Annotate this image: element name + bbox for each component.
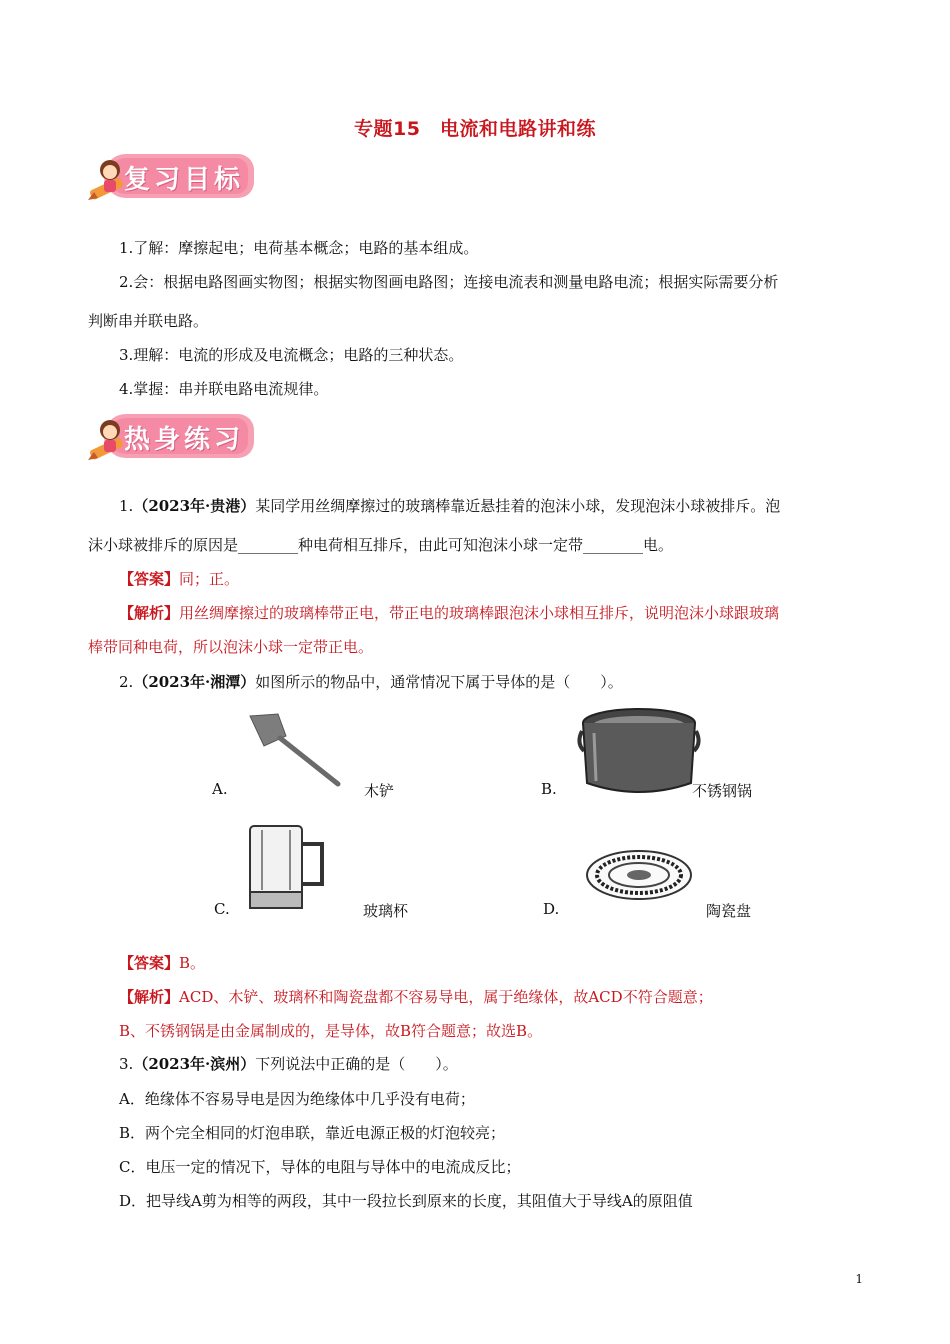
q3-stem: 下列说法中正确的是（ ）。: [255, 1055, 458, 1073]
option-b-label[interactable]: B.: [541, 780, 557, 798]
review-goals-banner: [86, 150, 256, 208]
q1-line1: [119, 494, 780, 518]
warmup-text: 热身练习: [124, 425, 245, 455]
q3-stem-line: [119, 1052, 458, 1076]
objective-3: 3.理解：电流的形成及电流概念；电路的三种状态。: [119, 346, 464, 364]
wooden-spatula-icon: [244, 712, 344, 790]
q1-analysis-line1: [119, 601, 779, 625]
answer-text: B。: [179, 954, 206, 972]
q1-answer: [119, 567, 239, 591]
analysis-text: ACD、木铲、玻璃杯和陶瓷盘都不容易导电，属于绝缘体，故ACD不符合题意；: [179, 988, 713, 1006]
ceramic-plate-icon: [584, 846, 694, 904]
q2-analysis-line1: [119, 985, 713, 1009]
analysis-label: 【解析】: [119, 604, 180, 622]
analysis-text: 用丝绸摩擦过的玻璃棒带正电，带正电的玻璃棒跟泡沫小球相互排斥，说明泡沫小球跟玻璃: [179, 604, 780, 622]
option-a-label[interactable]: A.: [212, 780, 228, 798]
objective-1: 1.了解：摩擦起电；电荷基本概念；电路的基本组成。: [119, 239, 479, 257]
q1-source: （2023年·贵港）: [133, 497, 256, 515]
option-d-caption: 陶瓷盘: [706, 902, 752, 920]
q3-option-d[interactable]: D．把导线A剪为相等的两段，其中一段拉长到原来的长度，其阻值大于导线A的原阻值: [119, 1192, 693, 1210]
answer-label: 【答案】: [119, 954, 180, 972]
review-goals-text: 复习目标: [124, 165, 245, 195]
option-c-label[interactable]: C.: [214, 900, 230, 918]
option-c-caption: 玻璃杯: [363, 902, 409, 920]
answer-label: 【答案】: [119, 570, 180, 588]
q1-line2: 沫小球被排斥的原因是________种电荷相互排斥，由此可知泡沫小球一定带________电。: [88, 536, 674, 554]
option-a-caption: 木铲: [364, 782, 395, 800]
q3-option-a[interactable]: A．绝缘体不容易导电是因为绝缘体中几乎没有电荷；: [119, 1090, 475, 1108]
q2-answer: [119, 951, 205, 975]
q2-stem-line: [119, 670, 623, 694]
q2-number: 2.: [119, 673, 134, 691]
q1-analysis-line2: 棒带同种电荷，所以泡沫小球一定带正电。: [88, 638, 374, 656]
option-d-label[interactable]: D.: [543, 900, 560, 918]
q3-source: （2023年·滨州）: [133, 1055, 256, 1073]
q1-stem: 某同学用丝绸摩擦过的玻璃棒靠近悬挂着的泡沫小球，发现泡沫小球被排斥。泡: [255, 497, 781, 515]
answer-text: 同；正。: [179, 570, 240, 588]
q2-stem: 如图所示的物品中，通常情况下属于导体的是（ ）。: [255, 673, 623, 691]
option-b-caption: 不锈钢锅: [692, 782, 753, 800]
q3-number: 3.: [119, 1055, 134, 1073]
page-title: 专题15 电流和电路讲和练: [354, 118, 596, 140]
stainless-pot-icon: [574, 703, 704, 799]
objective-4: 4.掌握：串并联电路电流规律。: [119, 380, 329, 398]
warmup-banner: [86, 410, 256, 468]
objective-2: 2.会：根据电路图画实物图；根据实物图画电路图；连接电流表和测量电路电流；根据实际需要分析: [119, 273, 779, 291]
page-number: 1: [855, 1272, 863, 1286]
glass-cup-icon: [244, 822, 334, 914]
q3-option-c[interactable]: C．电压一定的情况下，导体的电阻与导体中的电流成反比；: [119, 1158, 521, 1176]
q3-option-b[interactable]: B．两个完全相同的灯泡串联，靠近电源正极的灯泡较亮；: [119, 1124, 506, 1142]
q2-source: （2023年·湘潭）: [133, 673, 256, 691]
analysis-label: 【解析】: [119, 988, 180, 1006]
q2-analysis-line2: B、不锈钢锅是由金属制成的，是导体，故B符合题意；故选B。: [119, 1022, 543, 1040]
objective-2-cont: 判断串并联电路。: [88, 312, 209, 330]
q1-number: 1.: [119, 497, 134, 515]
